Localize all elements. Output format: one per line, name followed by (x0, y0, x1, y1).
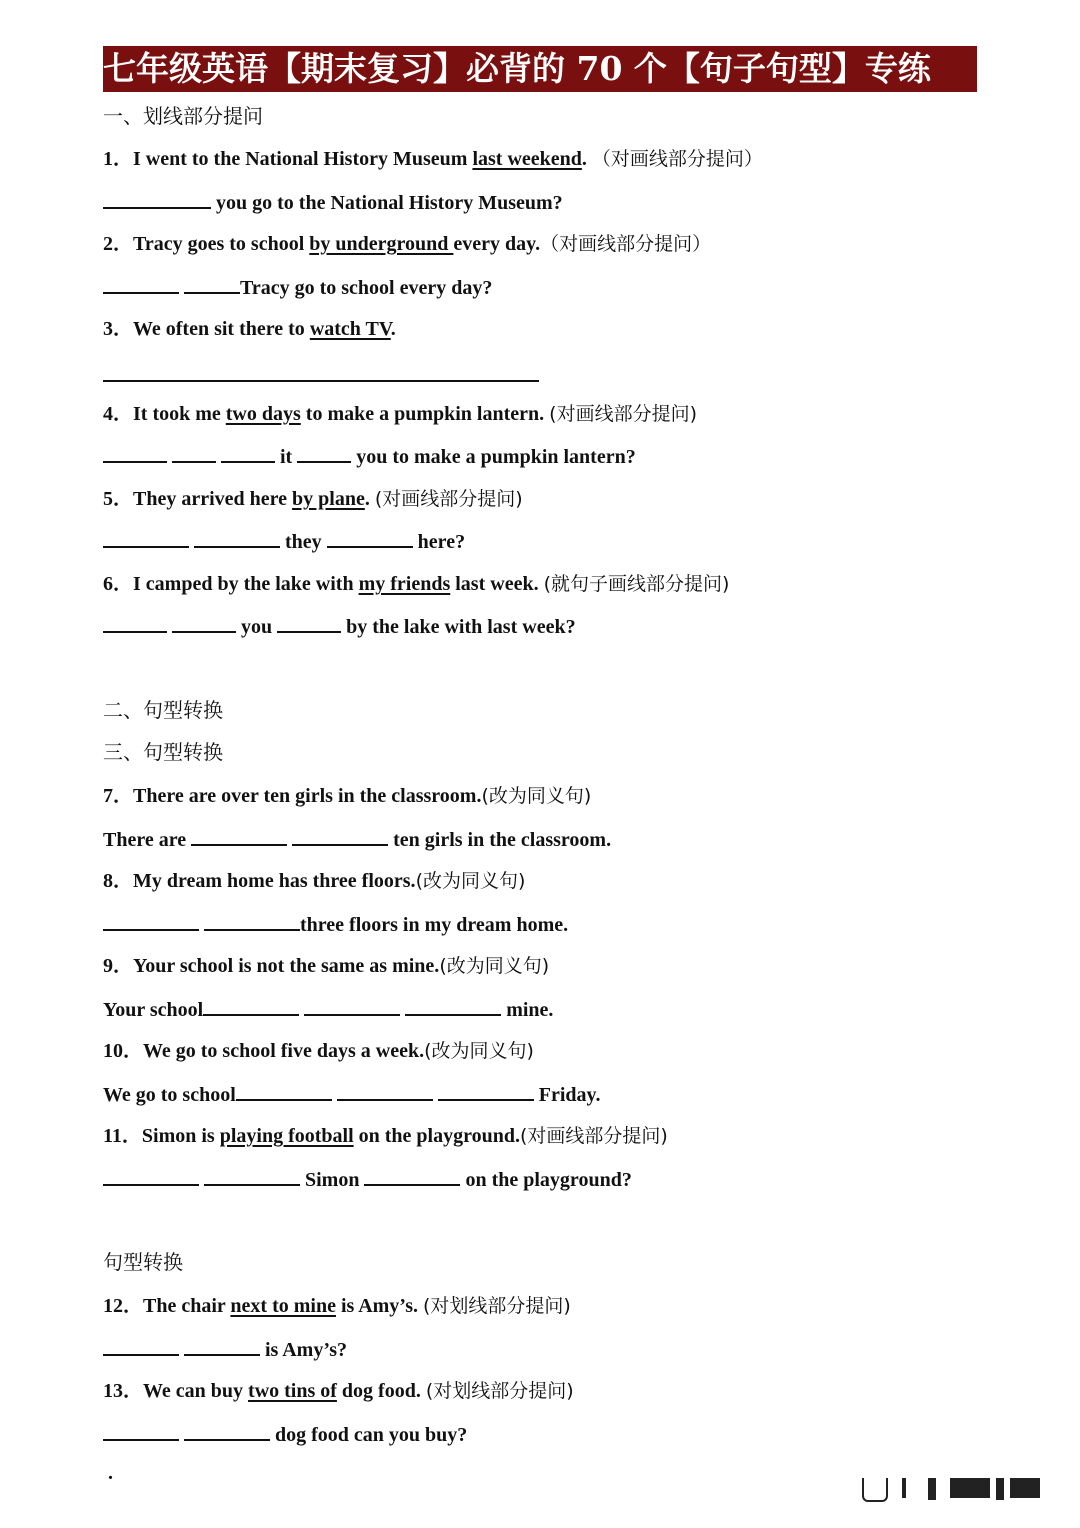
question-12: 12．The chair next to mine is Amy’s. (对划线部分提问) (103, 1295, 571, 1317)
question-5: 5．They arrived here by plane. (对画线部分提问) (103, 488, 523, 510)
answer-blank[interactable] (337, 1081, 433, 1101)
question-10: 10．We go to school five days a week.(改为同义句) (103, 1040, 534, 1062)
instruction: (改为同义句) (415, 870, 526, 892)
answer-4: it you to make a pumpkin lantern? (103, 443, 636, 470)
question-11: 11．Simon is playing football on the playground.(对画线部分提问) (103, 1125, 668, 1147)
section-heading-2: 二、句型转换 (103, 698, 223, 722)
answer-blank[interactable] (103, 189, 211, 209)
answer-blank[interactable] (103, 443, 167, 463)
answer-13: dog food can you buy? (103, 1421, 467, 1448)
underlined-part: two days (225, 403, 301, 425)
answer-blank[interactable] (103, 1421, 179, 1441)
answer-blank[interactable] (103, 1166, 199, 1186)
instruction: (对画线部分提问) (519, 1125, 668, 1147)
answer-blank[interactable] (172, 613, 236, 633)
question-7: 7．There are over ten girls in the classroom.(改为同义句) (103, 785, 592, 807)
answer-blank[interactable] (236, 1081, 332, 1101)
answer-blank[interactable] (103, 274, 179, 294)
answer-8: three floors in my dream home. (103, 911, 568, 938)
instruction: （对画线部分提问） (591, 148, 763, 170)
answer-11: Simon on the playground? (103, 1166, 632, 1193)
instruction: (对划线部分提问) (425, 1380, 574, 1402)
answer-blank[interactable] (203, 996, 299, 1016)
instruction: (改为同义句) (481, 785, 592, 807)
answer-blank[interactable] (184, 274, 240, 294)
answer-blank[interactable] (277, 613, 341, 633)
answer-blank[interactable] (103, 911, 199, 931)
underlined-part: last weekend (472, 148, 582, 170)
underlined-part: watch TV (309, 318, 391, 340)
answer-blank[interactable] (191, 826, 287, 846)
answer-9: Your school mine. (103, 996, 553, 1023)
answer-blank[interactable] (438, 1081, 534, 1101)
instruction: (改为同义句) (424, 1040, 534, 1062)
answer-6: you by the lake with last week? (103, 613, 576, 640)
question-6: 6．I camped by the lake with my friends last week. (就句子画线部分提问) (103, 573, 730, 595)
answer-blank[interactable] (204, 911, 300, 931)
instruction: (就句子画线部分提问) (543, 573, 730, 595)
answer-blank[interactable] (364, 1166, 460, 1186)
section-heading-3: 三、句型转换 (103, 740, 223, 764)
underlined-part: by underground (309, 233, 454, 255)
instruction: (对画线部分提问) (549, 403, 697, 425)
instruction: (改为同义句) (439, 955, 550, 977)
instruction: (对画线部分提问) (374, 488, 523, 510)
trailing-dot: . (108, 1462, 113, 1484)
question-4: 4．It took me two days to make a pumpkin lantern. (对画线部分提问) (103, 403, 697, 425)
question-3: 3．We often sit there to watch TV. (103, 318, 396, 340)
answer-blank[interactable] (292, 826, 388, 846)
answer-blank[interactable] (184, 1336, 260, 1356)
answer-12: is Amy’s? (103, 1336, 347, 1363)
instruction: (对划线部分提问) (423, 1295, 571, 1317)
underlined-part: next to mine (230, 1295, 336, 1317)
answer-7: There are ten girls in the classroom. (103, 826, 611, 853)
question-13: 13．We can buy two tins of dog food. (对划线部分提问) (103, 1380, 574, 1402)
question-8: 8．My dream home has three floors.(改为同义句) (103, 870, 526, 892)
cropped-next-line-fragment (862, 1478, 1058, 1504)
page-title-banner (103, 46, 977, 92)
answer-3-blank[interactable] (103, 380, 539, 382)
answer-1: you go to the National History Museum? (103, 189, 563, 216)
underlined-part: by plane (292, 488, 365, 510)
answer-blank[interactable] (304, 996, 400, 1016)
answer-blank[interactable] (297, 443, 351, 463)
answer-blank[interactable] (204, 1166, 300, 1186)
answer-blank[interactable] (327, 528, 413, 548)
question-1: 1．I went to the National History Museum last weekend. （对画线部分提问） (103, 148, 763, 170)
instruction: （对画线部分提问） (540, 233, 712, 255)
question-9: 9．Your school is not the same as mine.(改为同义句) (103, 955, 550, 977)
answer-blank[interactable] (221, 443, 275, 463)
page-title: 七年级英语【期末复习】必背的 70 个【句子句型】专练 (103, 49, 931, 88)
answer-5: they here? (103, 528, 465, 555)
section-heading-1: 一、划线部分提问 (103, 104, 263, 128)
answer-blank[interactable] (194, 528, 280, 548)
underlined-part: my friends (358, 573, 451, 595)
answer-blank[interactable] (405, 996, 501, 1016)
underlined-part: playing football (219, 1125, 354, 1147)
underlined-part: two tins of (248, 1380, 337, 1402)
answer-blank[interactable] (103, 1336, 179, 1356)
answer-10: We go to school Friday. (103, 1081, 600, 1108)
question-2: 2．Tracy goes to school by underground every day.（对画线部分提问） (103, 233, 712, 255)
answer-blank[interactable] (103, 613, 167, 633)
answer-blank[interactable] (184, 1421, 270, 1441)
section-heading-4: 句型转换 (103, 1250, 183, 1274)
answer-blank[interactable] (103, 528, 189, 548)
answer-2: Tracy go to school every day? (103, 274, 492, 301)
answer-blank[interactable] (172, 443, 216, 463)
